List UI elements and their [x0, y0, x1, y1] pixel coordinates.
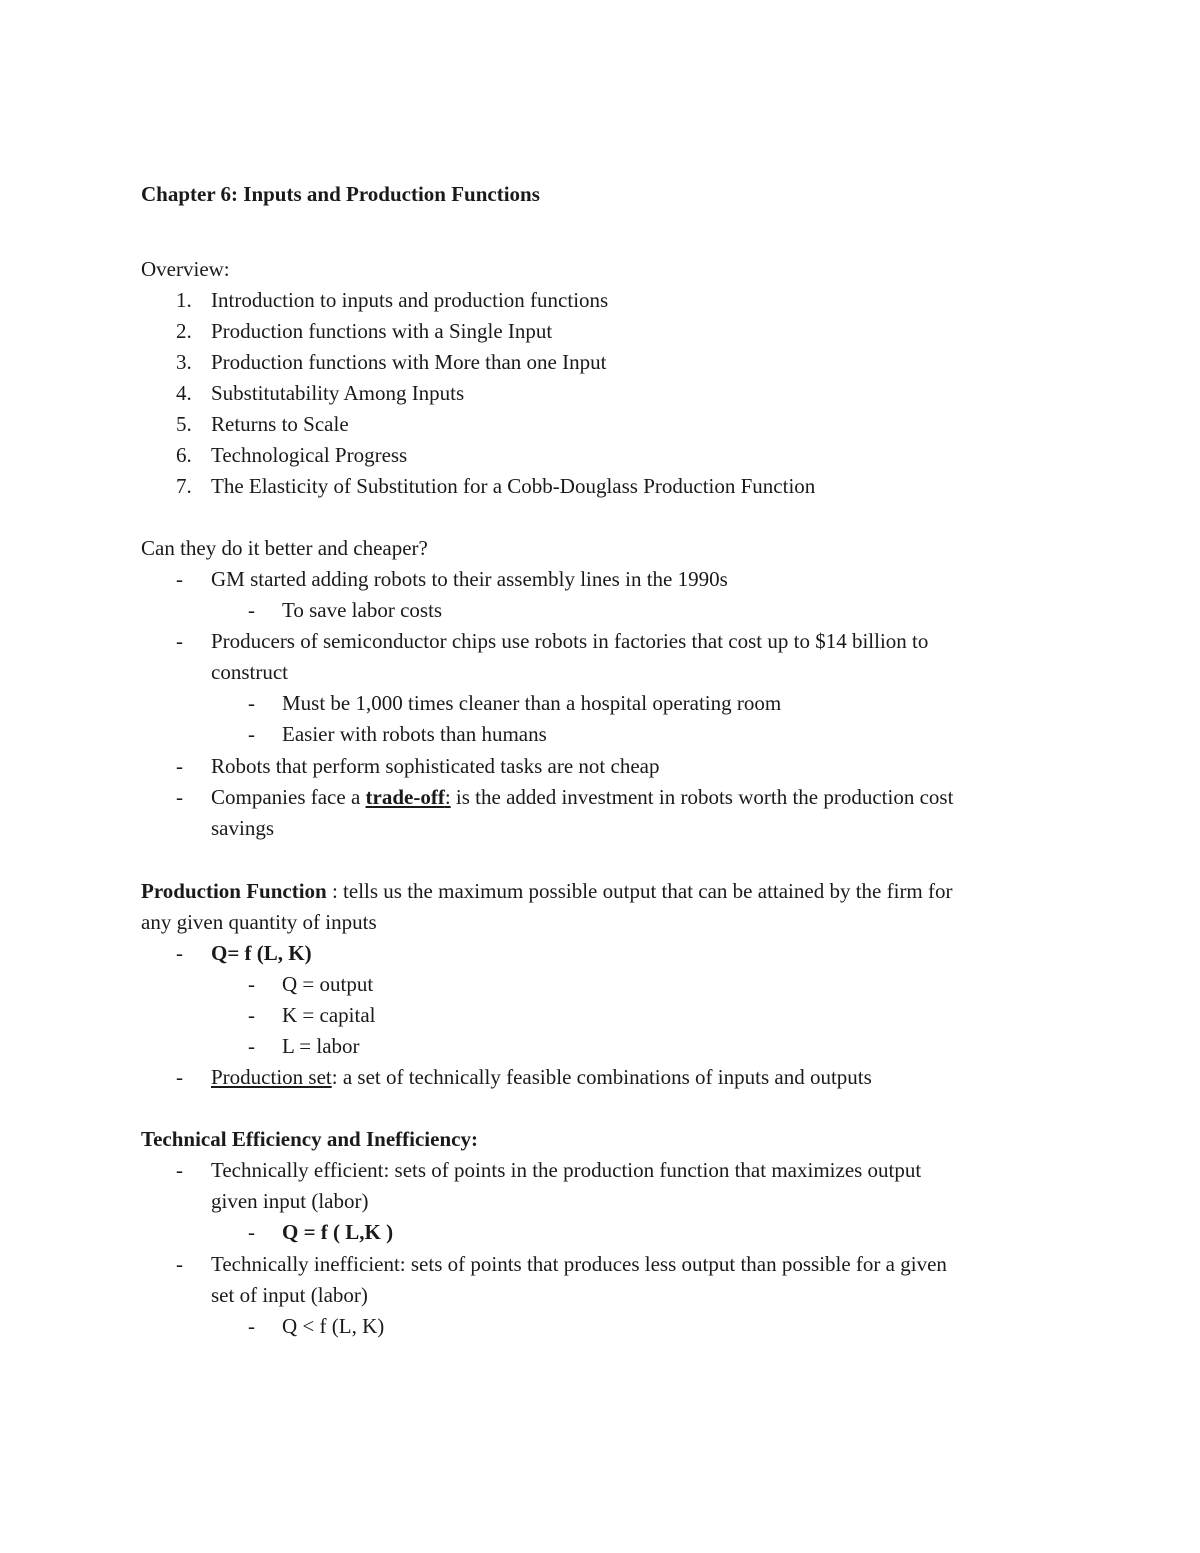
bullet-text: Producers of semiconductor chips use robots in factories that cost up to $14 billion to — [211, 629, 929, 653]
production-set-def: : a set of technically feasible combinations of inputs and outputs — [331, 1065, 872, 1089]
tradeoff-term — [366, 785, 451, 809]
bullet-text: Robots that perform sophisticated tasks are not cheap — [211, 754, 660, 778]
overview-number: 5. — [176, 412, 192, 436]
tradeoff-colon: : — [444, 785, 451, 809]
bullet-dash: - — [176, 1158, 183, 1182]
overview-heading: Overview: — [141, 257, 230, 281]
sub-bullet-text: Easier with robots than humans — [282, 722, 547, 746]
overview-item: Production functions with a Single Input — [211, 319, 553, 343]
bullet-dash: - — [248, 972, 255, 996]
production-definition — [141, 879, 953, 904]
bullet-dash: - — [248, 598, 255, 622]
bullet-dash: - — [176, 754, 183, 778]
cheaper-heading: Can they do it better and cheaper? — [141, 536, 428, 560]
production-definition-continued: any given quantity of inputs — [141, 910, 377, 934]
inefficient-formula: Q < f (L, K) — [282, 1314, 385, 1338]
overview-item: Production functions with More than one Input — [211, 350, 607, 374]
overview-item: Technological Progress — [211, 443, 408, 467]
bullet-dash: - — [248, 1220, 255, 1244]
efficient-formula: Q = f ( L,K ) — [282, 1220, 394, 1244]
overview-item: Introduction to inputs and production functions — [211, 288, 609, 312]
overview-number: 1. — [176, 288, 192, 312]
overview-number: 7. — [176, 474, 192, 498]
bullet-dash: - — [176, 567, 183, 591]
bullet-text-continued: given input (labor) — [211, 1189, 369, 1213]
production-set-line — [211, 1065, 872, 1090]
overview-item: Substitutability Among Inputs — [211, 381, 465, 405]
bullet-text-continued: construct — [211, 660, 288, 684]
bullet-text-continued: set of input (labor) — [211, 1283, 368, 1307]
sub-bullet-text: L = labor — [282, 1034, 360, 1058]
bullet-dash: - — [176, 785, 183, 809]
sub-bullet-text: To save labor costs — [282, 598, 443, 622]
efficiency-heading: Technical Efficiency and Inefficiency: — [141, 1127, 478, 1151]
bullet-dash: - — [248, 691, 255, 715]
sub-bullet-text: Must be 1,000 times cleaner than a hospital operating room — [282, 691, 782, 715]
production-def-text: : tells us the maximum possible output that can be attained by the firm for — [326, 879, 953, 903]
bullet-text: GM started adding robots to their assembly lines in the 1990s — [211, 567, 728, 591]
bullet-dash: - — [248, 722, 255, 746]
overview-number: 3. — [176, 350, 192, 374]
bullet-dash: - — [176, 1065, 183, 1089]
sub-bullet-text: Q = output — [282, 972, 374, 996]
bullet-dash: - — [176, 941, 183, 965]
overview-item: The Elasticity of Substitution for a Cobb-Douglass Production Function — [211, 474, 816, 498]
bullet-dash: - — [248, 1314, 255, 1338]
chapter-title: Chapter 6: Inputs and Production Functions — [141, 182, 540, 206]
sub-bullet-text: K = capital — [282, 1003, 376, 1027]
tradeoff-term-text: trade-off — [365, 785, 445, 809]
bullet-dash: - — [176, 629, 183, 653]
production-formula: Q= f (L, K) — [211, 941, 312, 965]
overview-number: 6. — [176, 443, 192, 467]
production-term: Production Function — [141, 879, 327, 903]
bullet-dash: - — [248, 1003, 255, 1027]
bullet-text: Technically inefficient: sets of points that produces less output than possible for a given — [211, 1252, 947, 1276]
overview-number: 4. — [176, 381, 192, 405]
bullet-dash: - — [176, 1252, 183, 1276]
production-set-term: Production set — [211, 1065, 332, 1089]
overview-item: Returns to Scale — [211, 412, 349, 436]
tradeoff-line — [211, 785, 953, 810]
bullet-text-continued: savings — [211, 816, 274, 840]
tradeoff-prefix: Companies face a — [211, 785, 366, 809]
bullet-dash: - — [248, 1034, 255, 1058]
bullet-text: Technically efficient: sets of points in the production function that maximizes output — [211, 1158, 922, 1182]
overview-number: 2. — [176, 319, 192, 343]
tradeoff-suffix: is the added investment in robots worth the production cost — [450, 785, 954, 809]
